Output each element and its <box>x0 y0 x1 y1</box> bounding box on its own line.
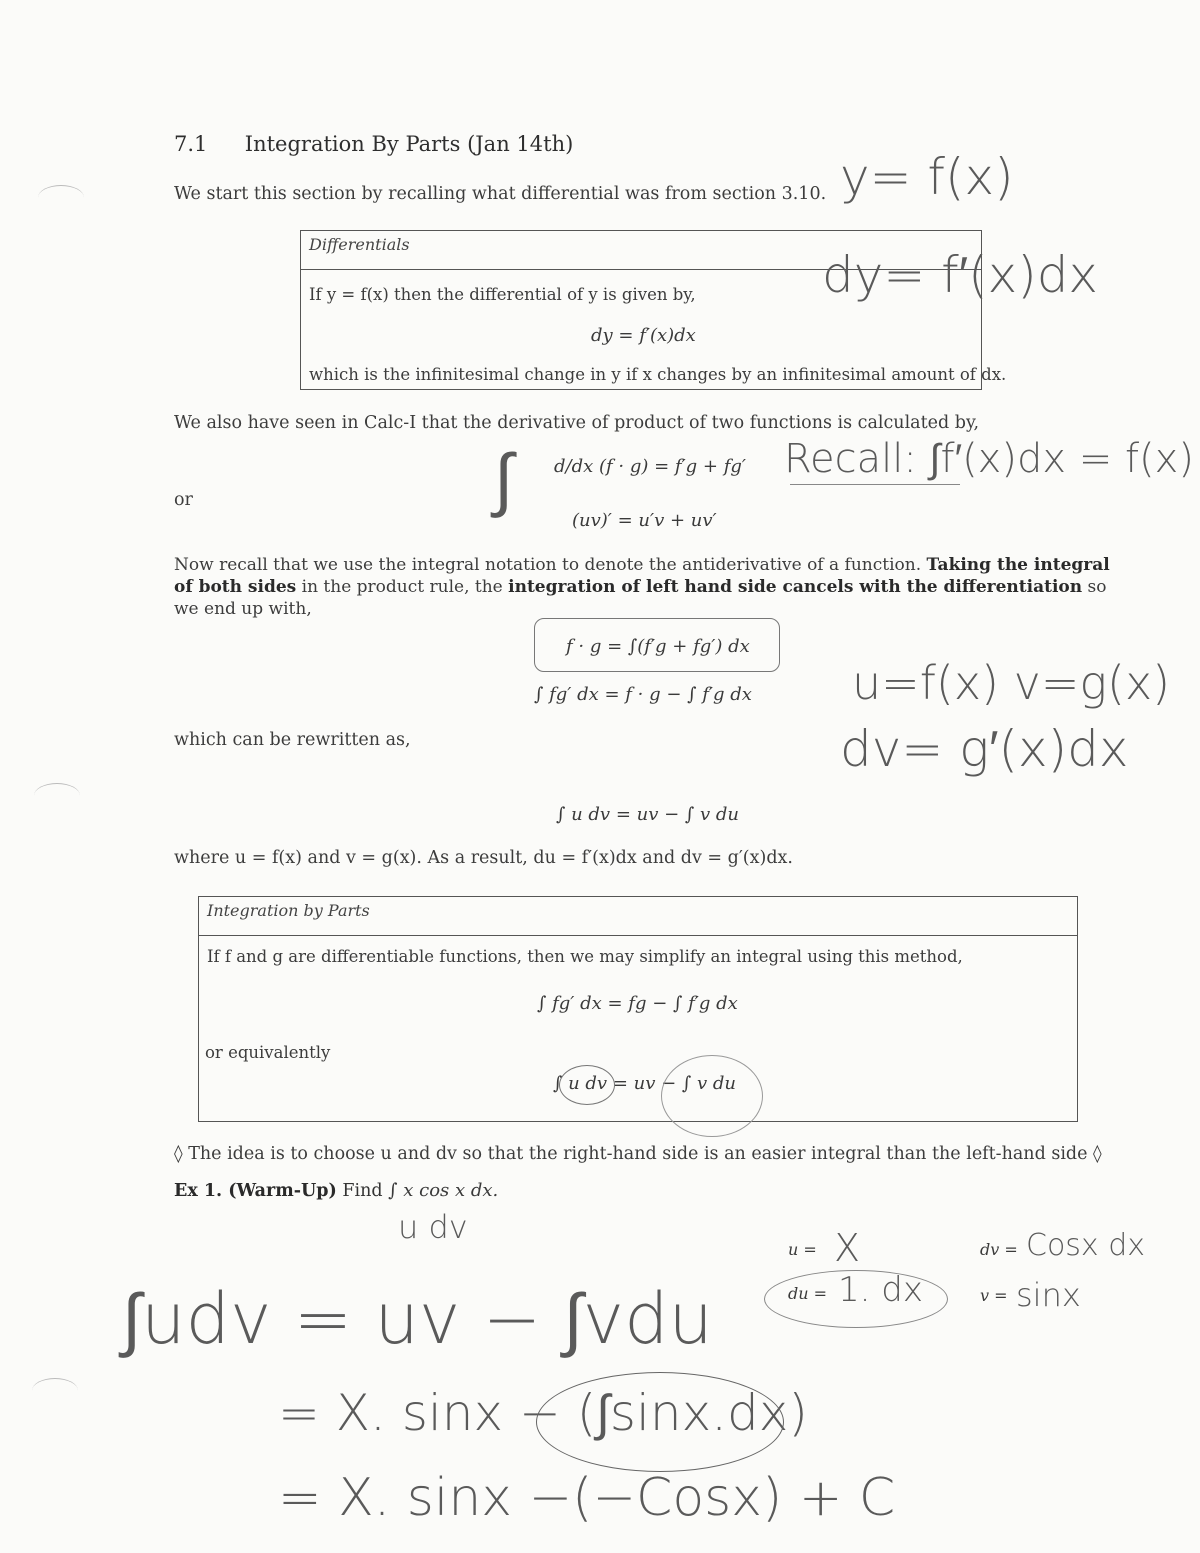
handwritten-step3: = X. sinx −(−Cosx) + C <box>278 1468 896 1528</box>
differentials-line1: If y = f(x) then the differential of y is given by, <box>309 285 696 304</box>
integral-intro-bold2: integration of left hand side cancels with the differentiation <box>508 577 1083 597</box>
section-number: 7.1 <box>174 132 208 156</box>
v-label: v = <box>980 1286 1008 1305</box>
box-divider <box>199 935 1077 936</box>
handwritten-recall: Recall: ∫f′(x)dx = f(x) <box>784 436 1194 482</box>
integral-intro-part1: Now recall that we use the integral notation to denote the antiderivative of a function. <box>174 555 922 575</box>
section-title: Integration By Parts (Jan 14th) <box>244 132 574 156</box>
parts-formula2: ∫ u dv = uv − ∫ v du <box>553 1073 737 1094</box>
or-text: or <box>174 490 193 510</box>
integral-intro-part2: in the product rule, the <box>301 577 503 597</box>
example-integral: ∫ x cos x dx. <box>388 1180 499 1201</box>
idea-text: ◊ The idea is to choose u and dv so that the right-hand side is an easier integral than the left-hand side ◊ <box>174 1144 1102 1164</box>
hole-punch-mark <box>32 1378 78 1403</box>
handwritten-circle-vdu <box>661 1055 763 1137</box>
handwritten-v-value: sinx <box>1016 1276 1081 1314</box>
derived-formula2: ∫ fg′ dx = f · g − ∫ f′g dx <box>534 684 752 705</box>
intro-text: We start this section by recalling what differential was from section 3.10. <box>174 184 827 204</box>
recall-underline <box>790 484 960 485</box>
rewrite-text: which can be rewritten as, <box>174 730 411 750</box>
hole-punch-mark <box>38 185 84 210</box>
integral-intro-paragraph <box>174 554 1114 620</box>
example-line <box>174 1180 498 1201</box>
hole-punch-mark <box>34 783 80 808</box>
handwritten-step1: ∫udv = uv − ∫vdu <box>122 1278 713 1360</box>
where-text: where u = f(x) and v = g(x). As a result, du = f′(x)dx and dv = g′(x)dx. <box>174 848 793 868</box>
differentials-line2: which is the infinitesimal change in y if x changes by an infinitesimal amount of dx. <box>309 365 1007 384</box>
derived-formula3: ∫ u dv = uv − ∫ v du <box>556 804 740 825</box>
example-find: Find <box>342 1181 383 1201</box>
handwritten-circle-udv <box>559 1065 615 1105</box>
integration-by-parts-box <box>198 896 1078 1122</box>
handwritten-step2: = X. sinx − (∫sinx.dx) <box>278 1384 808 1442</box>
handwritten-integral-sign: ∫ <box>494 438 514 520</box>
parts-or-equivalently: or equivalently <box>205 1043 331 1062</box>
u-label: u = <box>788 1240 817 1259</box>
section-heading <box>174 132 573 156</box>
integral-intro-bold1: Taking the integral of both sides <box>174 555 1110 597</box>
dv-label: dv = <box>980 1240 1018 1259</box>
handwritten-u-v-def: u=f(x) v=g(x) <box>852 656 1171 710</box>
handwritten-u-value: X <box>834 1226 861 1270</box>
du-label: du = <box>788 1284 828 1303</box>
derived-formula1: f · g = ∫(f′g + fg′) dx <box>566 636 750 657</box>
example-label: Ex 1. (Warm-Up) <box>174 1181 337 1201</box>
handwritten-dy-equals: dy= f′(x)dx <box>822 246 1099 304</box>
differentials-heading: Differentials <box>309 235 410 254</box>
product-rule-formula: d/dx (f · g) = f′g + fg′ <box>554 456 746 477</box>
parts-line1: If f and g are differentiable functions, then we may simplify an integral using this method, <box>207 947 963 966</box>
integral-intro-part3: so we end up with, <box>174 577 1107 619</box>
handwritten-y-equals-fx: y= f(x) <box>840 148 1014 206</box>
handwritten-circle-integral <box>536 1372 784 1472</box>
handwritten-dv-def: dv= g′(x)dx <box>840 720 1129 778</box>
handwritten-dv-value: Cosx dx <box>1026 1228 1146 1263</box>
handwritten-du-value: 1. dx <box>838 1270 923 1310</box>
parts-formula1: ∫ fg′ dx = fg − ∫ f′g dx <box>537 993 738 1014</box>
handwritten-u-dv-labels: u dv <box>398 1208 468 1246</box>
product-rule-uv: (uv)′ = u′v + uv′ <box>572 510 717 531</box>
parts-heading: Integration by Parts <box>207 901 370 920</box>
product-rule-intro: We also have seen in Calc-I that the derivative of product of two functions is calculated by, <box>174 413 980 433</box>
differentials-formula: dy = f′(x)dx <box>591 325 696 346</box>
